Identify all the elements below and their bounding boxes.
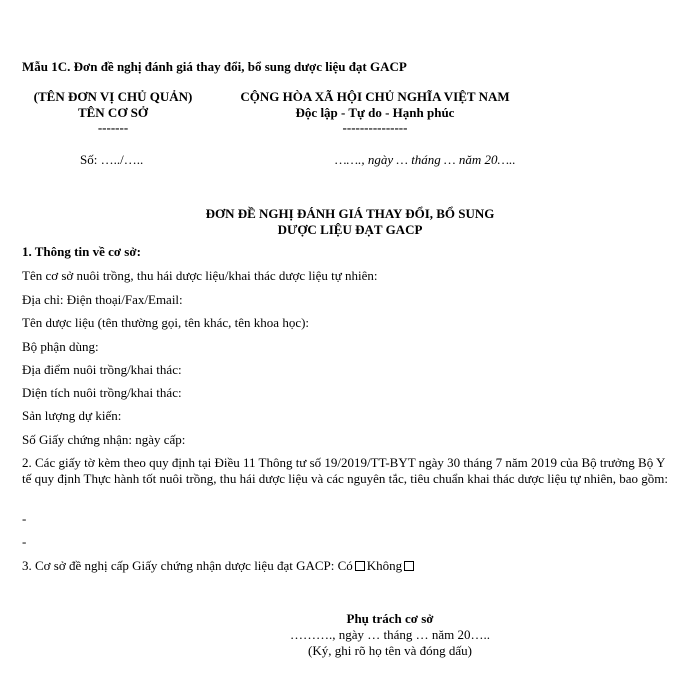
signature-date: ………., ngày … tháng … năm 20….. (289, 627, 491, 642)
facility-name: TÊN CƠ SỞ (77, 105, 149, 120)
document-title-line-2: DƯỢC LIỆU ĐẠT GACP (277, 222, 423, 237)
left-divider: ------- (97, 120, 129, 135)
option-yes-checkbox[interactable] (355, 561, 365, 571)
field-area: Diện tích nuôi trồng/khai thác: (22, 385, 182, 400)
section-3 (22, 558, 416, 574)
field-location: Địa điểm nuôi trồng/khai thác: (22, 362, 182, 377)
field-certificate: Số Giấy chứng nhận: ngày cấp: (22, 432, 186, 447)
section-2-bullet: - (22, 534, 27, 549)
document-date: ……., ngày … tháng … năm 20….. (335, 152, 516, 167)
document-title-line-1: ĐƠN ĐỀ NGHỊ ĐÁNH GIÁ THAY ĐỔI, BỔ SUNG (205, 206, 495, 221)
field-address: Địa chỉ: Điện thoại/Fax/Email: (22, 292, 183, 307)
option-yes-label: Có (337, 558, 353, 573)
field-herb-name: Tên dược liệu (tên thường gọi, tên khác, tên khoa học): (22, 315, 310, 330)
field-facility-name: Tên cơ sở nuôi trồng, thu hái dược liệu/khai thác dược liệu tự nhiên: (22, 268, 378, 283)
signature-note: (Ký, ghi rõ họ tên và đóng dấu) (308, 643, 472, 658)
option-no-label: Không (366, 558, 403, 573)
option-no-checkbox[interactable] (404, 561, 414, 571)
section-2-bullet: - (22, 511, 27, 526)
section-3-text: 3. Cơ sở đề nghị cấp Giấy chứng nhận dược liệu đạt GACP: (22, 558, 335, 573)
signature-title: Phụ trách cơ sở (346, 611, 434, 626)
section-1-heading: 1. Thông tin về cơ sở: (22, 244, 141, 259)
country-name: CỘNG HÒA XÃ HỘI CHỦ NGHĨA VIỆT NAM (240, 89, 510, 104)
form-title: Mẫu 1C. Đơn đề nghị đánh giá thay đổi, bổ sung dược liệu đạt GACP (22, 59, 407, 74)
document-number: Số: …../….. (80, 152, 144, 167)
motto: Độc lập - Tự do - Hạnh phúc (295, 105, 455, 120)
field-part-used: Bộ phận dùng: (22, 339, 99, 354)
section-2-text: 2. Các giấy tờ kèm theo quy định tại Điều 11 Thông tư số 19/2019/TT-BYT ngày 30 tháng 7 năm 2019 của Bộ trưởng Bộ Y tế quy định Thực hành tốt nuôi trồng, thu hái dược liệu và các nguyên tắc, tiêu chuẩn khai thác dược liệu tự nhiên, bao gồm: (22, 455, 669, 486)
agency-name: (TÊN ĐƠN VỊ CHỦ QUẢN) (33, 89, 193, 104)
right-divider: --------------- (342, 120, 408, 135)
field-expected-yield: Sản lượng dự kiến: (22, 408, 122, 423)
